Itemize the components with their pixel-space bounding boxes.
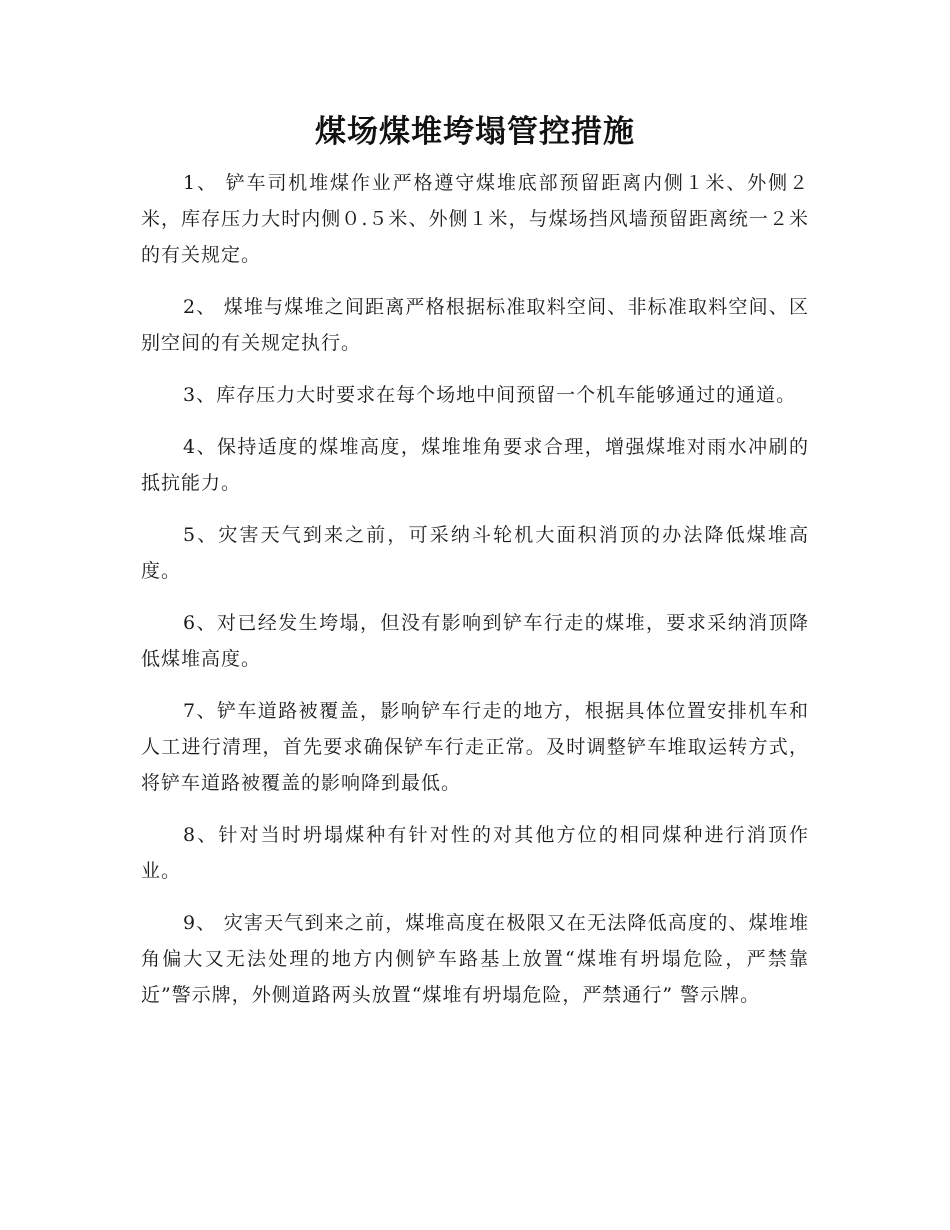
paragraph-9: 9、 灾害天气到来之前，煤堆高度在极限又在无法降低高度的、煤堆堆角偏大又无法处理的地方内侧铲车路基上放置“煤堆有坍塌危险，严禁靠近”警示牌，外侧道路两头放置“煤堆有坍塌危险，严禁通行” 警示牌。 (141, 912, 809, 1006)
paragraph-1: 1、 铲车司机堆煤作业严格遵守煤堆底部预留距离内侧１米、外侧２米，库存压力大时内侧０.５米、外侧１米，与煤场挡风墙预留距离统一２米的有关规定。 (141, 172, 809, 266)
paragraph-6: 6、对已经发生垮塌，但没有影响到铲车行走的煤堆，要求采纳消顶降低煤堆高度。 (141, 612, 809, 670)
paragraph-4: 4、保持适度的煤堆高度，煤堆堆角要求合理，增强煤堆对雨水冲刷的抵抗能力。 (141, 436, 809, 494)
document-body (141, 165, 809, 1029)
paragraph-5: 5、灾害天气到来之前，可采纳斗轮机大面积消顶的办法降低煤堆高度。 (141, 524, 809, 582)
document-title: 煤场煤堆垮塌管控措施 (315, 114, 635, 150)
paragraph-7: 7、铲车道路被覆盖，影响铲车行走的地方，根据具体位置安排机车和人工进行清理，首先要求确保铲车行走正常。及时调整铲车堆取运转方式，将铲车道路被覆盖的影响降到最低。 (141, 700, 809, 794)
paragraph-8: 8、针对当时坍塌煤种有针对性的对其他方位的相同煤种进行消顶作业。 (141, 824, 809, 882)
paragraph-2: 2、 煤堆与煤堆之间距离严格根据标准取料空间、非标准取料空间、区别空间的有关规定执行。 (141, 296, 809, 354)
paragraph-3: 3、库存压力大时要求在每个场地中间预留一个机车能够通过的通道。 (183, 384, 797, 406)
